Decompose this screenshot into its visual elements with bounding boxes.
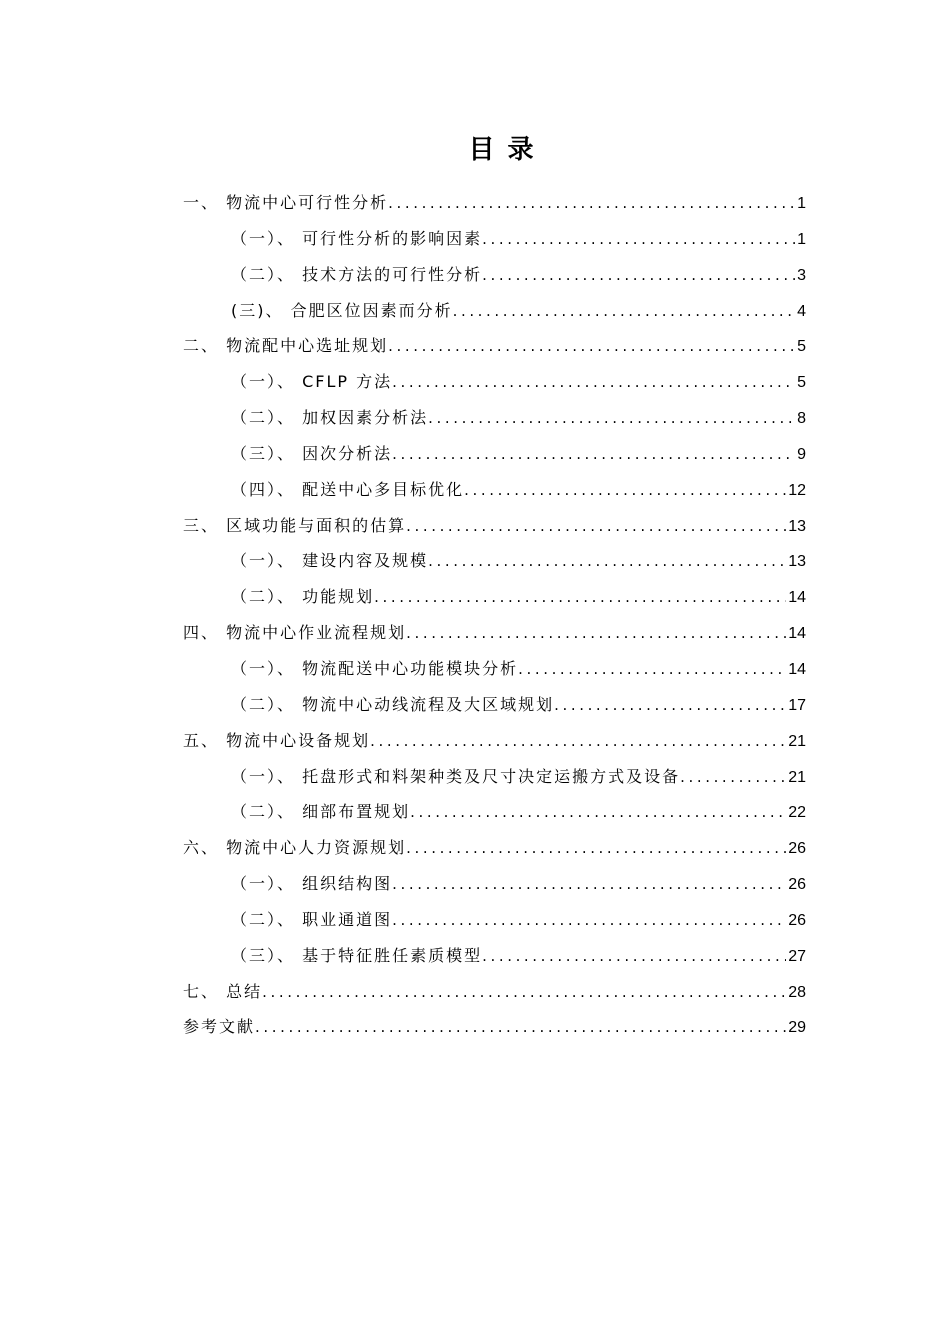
toc-entry-label: （一）、 CFLP 方法 [231,372,393,392]
toc-page-number: 21 [788,732,806,750]
toc-dot-leader [388,186,795,222]
toc-dot-leader [406,616,786,652]
toc-entry[interactable] [183,974,806,1010]
table-of-contents [183,185,806,1045]
toc-dot-leader [464,473,786,509]
toc-page-number: 26 [788,876,806,894]
toc-entry[interactable] [183,794,806,830]
toc-entry[interactable] [183,651,806,687]
toc-dot-leader [262,975,786,1011]
toc-entry[interactable] [183,436,806,472]
toc-dot-leader [518,652,786,688]
toc-dot-leader [392,437,795,473]
toc-entry-label: （二）、 加权因素分析法 [231,408,429,428]
toc-entry-label: 四、 物流中心作业流程规划 [183,623,407,643]
toc-entry-label: （二）、 功能规划 [231,587,375,607]
toc-entry-label: （一）、 可行性分析的影响因素 [231,228,483,248]
toc-entry[interactable] [183,759,806,795]
toc-page-number: 3 [797,266,806,284]
toc-entry[interactable] [183,185,806,221]
toc-page-number: 1 [797,230,806,248]
toc-page-number: 27 [788,947,806,965]
toc-page-number: 9 [797,445,806,463]
toc-entry[interactable] [183,723,806,759]
toc-entry[interactable] [183,328,806,364]
toc-page-number: 26 [788,840,806,858]
toc-entry-label: （一）、 建设内容及规模 [231,551,429,571]
toc-dot-leader [554,688,786,724]
toc-dot-leader [406,509,786,545]
toc-entry-label: 三、 区域功能与面积的估算 [183,515,407,535]
toc-entry-label: （三）、 因次分析法 [231,443,393,463]
toc-entry-label: （二）、 职业通道图 [231,909,393,929]
toc-entry[interactable] [183,472,806,508]
toc-entry[interactable] [183,364,806,400]
toc-page-number: 26 [788,911,806,929]
toc-entry[interactable] [183,257,806,293]
toc-page-number: 28 [788,983,806,1001]
toc-dot-leader [392,903,786,939]
toc-dot-leader [392,365,795,401]
toc-dot-leader [388,329,795,365]
toc-page-number: 13 [788,517,806,535]
toc-entry[interactable] [183,221,806,257]
toc-entry-label: 五、 物流中心设备规划 [183,730,371,750]
toc-page-number: 14 [788,660,806,678]
toc-page-number: 5 [797,374,806,392]
toc-entry[interactable] [183,1009,806,1045]
toc-page-number: 17 [788,696,806,714]
toc-dot-leader [482,939,786,975]
toc-entry[interactable] [183,579,806,615]
toc-entry[interactable] [183,687,806,723]
toc-dot-leader [680,760,786,796]
toc-entry-label: 一、 物流中心可行性分析 [183,193,389,212]
toc-entry-label: 七、 总结 [183,981,263,1001]
toc-page-number: 4 [797,302,806,320]
toc-dot-leader [392,867,786,903]
toc-page-number: 1 [797,195,806,212]
toc-page-number: 12 [788,481,806,499]
toc-page-number: 14 [788,589,806,607]
toc-dot-leader [453,294,796,330]
toc-dot-leader [428,544,786,580]
toc-entry-label: （三）、 基于特征胜任素质模型 [231,945,483,965]
page-title: 目 录 [468,135,536,165]
toc-dot-leader [482,222,795,258]
toc-dot-leader [406,831,786,867]
toc-entry-label: （一）、 物流配送中心功能模块分析 [231,658,519,678]
toc-entry-label: （四）、 配送中心多目标优化 [231,479,465,499]
toc-page-number: 8 [797,410,806,428]
toc-entry-label: (三)、 合肥区位因素而分析 [231,300,453,320]
toc-entry[interactable] [183,615,806,651]
toc-entry[interactable] [183,508,806,544]
toc-page-number: 29 [788,1019,806,1037]
toc-dot-leader [482,258,795,294]
toc-entry[interactable] [183,866,806,902]
toc-entry-label: 参考文献 [183,1017,256,1037]
toc-entry-label: （二）、 技术方法的可行性分析 [231,264,483,284]
toc-dot-leader [374,580,786,616]
toc-page-number: 21 [788,768,806,786]
toc-entry-label: 六、 物流中心人力资源规划 [183,838,407,858]
toc-dot-leader [428,401,795,437]
toc-entry[interactable] [183,543,806,579]
toc-entry[interactable] [183,938,806,974]
toc-entry[interactable] [183,830,806,866]
toc-entry-label: （二）、 物流中心动线流程及大区域规划 [231,694,555,714]
toc-entry[interactable] [183,902,806,938]
toc-entry[interactable] [183,293,806,329]
toc-entry[interactable] [183,400,806,436]
toc-dot-leader [410,795,786,831]
toc-entry-label: （二）、 细部布置规划 [231,802,411,822]
toc-dot-leader [255,1010,786,1046]
toc-dot-leader [370,724,786,760]
toc-entry-label: （一）、 托盘形式和料架种类及尺寸决定运搬方式及设备 [231,766,681,786]
toc-entry-label: （一）、 组织结构图 [231,874,393,894]
toc-page-number: 22 [788,804,806,822]
toc-page-number: 13 [788,553,806,571]
toc-entry-label: 二、 物流配中心选址规划 [183,336,389,356]
toc-page-number: 5 [797,338,806,356]
toc-page-number: 14 [788,625,806,643]
